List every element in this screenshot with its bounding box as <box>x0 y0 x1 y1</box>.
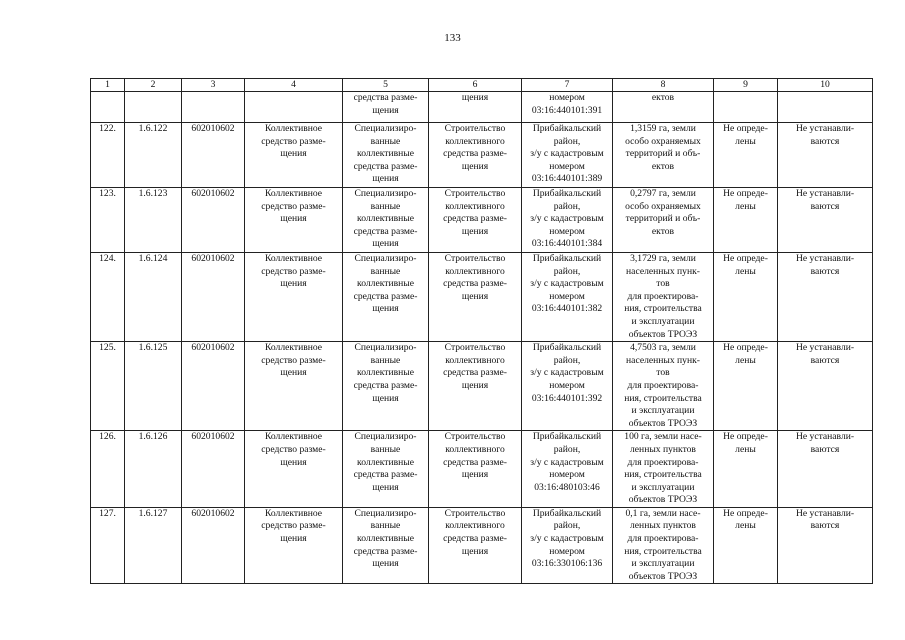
table-cell-area: 100 га, земли насе- ленных пунктов для проектирова- ния, строительства и эксплуатации объектов ТРОЭЗ <box>613 431 714 508</box>
column-number-cell: 1 <box>91 79 125 92</box>
table-cell-code: 1.6.122 <box>125 123 182 188</box>
table-cell-num: 123. <box>91 188 125 253</box>
table-cell-num: 126. <box>91 431 125 508</box>
table-row <box>91 431 873 508</box>
table-cell-id: 602010602 <box>182 253 245 342</box>
table-cell-area: 4,7503 га, земли населенных пунк- тов для проектирова- ния, строительства и эксплуатации объектов ТРОЭЗ <box>613 342 714 431</box>
table-cell-zone: Не опреде- лены <box>714 431 778 508</box>
table-cell-code: 1.6.123 <box>125 188 182 253</box>
column-number-cell: 7 <box>522 79 613 92</box>
table-cell: средства разме- щения <box>343 92 429 123</box>
table-cell-area: 0,2797 га, земли особо охраняемых территорий и объ- ектов <box>613 188 714 253</box>
table-cell-purpose: Строительство коллективного средства разме- щения <box>429 188 522 253</box>
table-row <box>91 188 873 253</box>
table-cell <box>125 92 182 123</box>
table-cell-id: 602010602 <box>182 507 245 584</box>
column-number-cell: 8 <box>613 79 714 92</box>
table-cell-area: 0,1 га, земли насе- ленных пунктов для проектирова- ния, строительства и эксплуатации объектов ТРОЭЗ <box>613 507 714 584</box>
table-cell-code: 1.6.127 <box>125 507 182 584</box>
table-cell-type: Специализиро- ванные коллективные средства разме- щения <box>343 507 429 584</box>
table-cell: щения <box>429 92 522 123</box>
table-cell-id: 602010602 <box>182 431 245 508</box>
table-cell-name: Коллективное средство разме- щения <box>245 188 343 253</box>
table-cell-type: Специализиро- ванные коллективные средства разме- щения <box>343 123 429 188</box>
column-number-cell: 5 <box>343 79 429 92</box>
table-cell-restr: Не устанавли- ваются <box>778 342 873 431</box>
column-number-cell: 3 <box>182 79 245 92</box>
column-number-cell: 2 <box>125 79 182 92</box>
table-cell-restr: Не устанавли- ваются <box>778 431 873 508</box>
table-body <box>91 79 873 584</box>
table-cell-area: 1,3159 га, земли особо охраняемых территорий и объ- ектов <box>613 123 714 188</box>
table-cell-name: Коллективное средство разме- щения <box>245 507 343 584</box>
table-cell-zone: Не опреде- лены <box>714 188 778 253</box>
table-cell-num: 122. <box>91 123 125 188</box>
table-cell-purpose: Строительство коллективного средства разме- щения <box>429 507 522 584</box>
column-number-cell: 9 <box>714 79 778 92</box>
table-cell-code: 1.6.124 <box>125 253 182 342</box>
table-cell-type: Специализиро- ванные коллективные средства разме- щения <box>343 188 429 253</box>
table-cell-purpose: Строительство коллективного средства разме- щения <box>429 253 522 342</box>
table-cell-restr: Не устанавли- ваются <box>778 123 873 188</box>
table-cell-location: Прибайкальский район, з/у с кадастровым номером 03:16:440101:382 <box>522 253 613 342</box>
column-number-row <box>91 79 873 92</box>
table-cell-zone: Не опреде- лены <box>714 342 778 431</box>
table-cell-name: Коллективное средство разме- щения <box>245 431 343 508</box>
table-cell-id: 602010602 <box>182 188 245 253</box>
table-row <box>91 507 873 584</box>
table-row <box>91 123 873 188</box>
table-cell-location: Прибайкальский район, з/у с кадастровым номером 03:16:440101:384 <box>522 188 613 253</box>
table-cell-location: Прибайкальский район, з/у с кадастровым номером 03:16:440101:389 <box>522 123 613 188</box>
table-cell-name: Коллективное средство разме- щения <box>245 123 343 188</box>
table-cell-name: Коллективное средство разме- щения <box>245 342 343 431</box>
table-cell-restr: Не устанавли- ваются <box>778 507 873 584</box>
table-cell-zone: Не опреде- лены <box>714 253 778 342</box>
table-cell <box>714 92 778 123</box>
table-cell-location: Прибайкальский район, з/у с кадастровым номером 03:16:440101:392 <box>522 342 613 431</box>
table-cell-type: Специализиро- ванные коллективные средства разме- щения <box>343 431 429 508</box>
table-cell-purpose: Строительство коллективного средства разме- щения <box>429 342 522 431</box>
table-cell-num: 124. <box>91 253 125 342</box>
table-cell-location: Прибайкальский район, з/у с кадастровым номером 03:16:330106:136 <box>522 507 613 584</box>
table-cell-location: Прибайкальский район, з/у с кадастровым номером 03:16:480103:46 <box>522 431 613 508</box>
table-cell-zone: Не опреде- лены <box>714 123 778 188</box>
table-cell-zone: Не опреде- лены <box>714 507 778 584</box>
table-cell-name: Коллективное средство разме- щения <box>245 253 343 342</box>
table-cell <box>778 92 873 123</box>
table-cell-restr: Не устанавли- ваются <box>778 188 873 253</box>
table-row <box>91 253 873 342</box>
column-number-cell: 6 <box>429 79 522 92</box>
continuation-row <box>91 92 873 123</box>
table-cell-code: 1.6.125 <box>125 342 182 431</box>
table-cell <box>91 92 125 123</box>
table-cell-code: 1.6.126 <box>125 431 182 508</box>
table-cell-num: 127. <box>91 507 125 584</box>
table-cell <box>182 92 245 123</box>
column-number-cell: 4 <box>245 79 343 92</box>
column-number-cell: 10 <box>778 79 873 92</box>
table-cell-id: 602010602 <box>182 123 245 188</box>
table-cell <box>245 92 343 123</box>
table-row <box>91 342 873 431</box>
table-cell-num: 125. <box>91 342 125 431</box>
page-number: 133 <box>444 32 461 44</box>
table-cell: номером 03:16:440101:391 <box>522 92 613 123</box>
objects-table <box>90 78 873 584</box>
table-cell-area: 3,1729 га, земли населенных пунк- тов для проектирова- ния, строительства и эксплуатации объектов ТРОЭЗ <box>613 253 714 342</box>
table-cell-type: Специализиро- ванные коллективные средства разме- щения <box>343 342 429 431</box>
table-cell: ектов <box>613 92 714 123</box>
table-cell-id: 602010602 <box>182 342 245 431</box>
table-cell-type: Специализиро- ванные коллективные средства разме- щения <box>343 253 429 342</box>
table-cell-purpose: Строительство коллективного средства разме- щения <box>429 431 522 508</box>
table-cell-purpose: Строительство коллективного средства разме- щения <box>429 123 522 188</box>
table-cell-restr: Не устанавли- ваются <box>778 253 873 342</box>
